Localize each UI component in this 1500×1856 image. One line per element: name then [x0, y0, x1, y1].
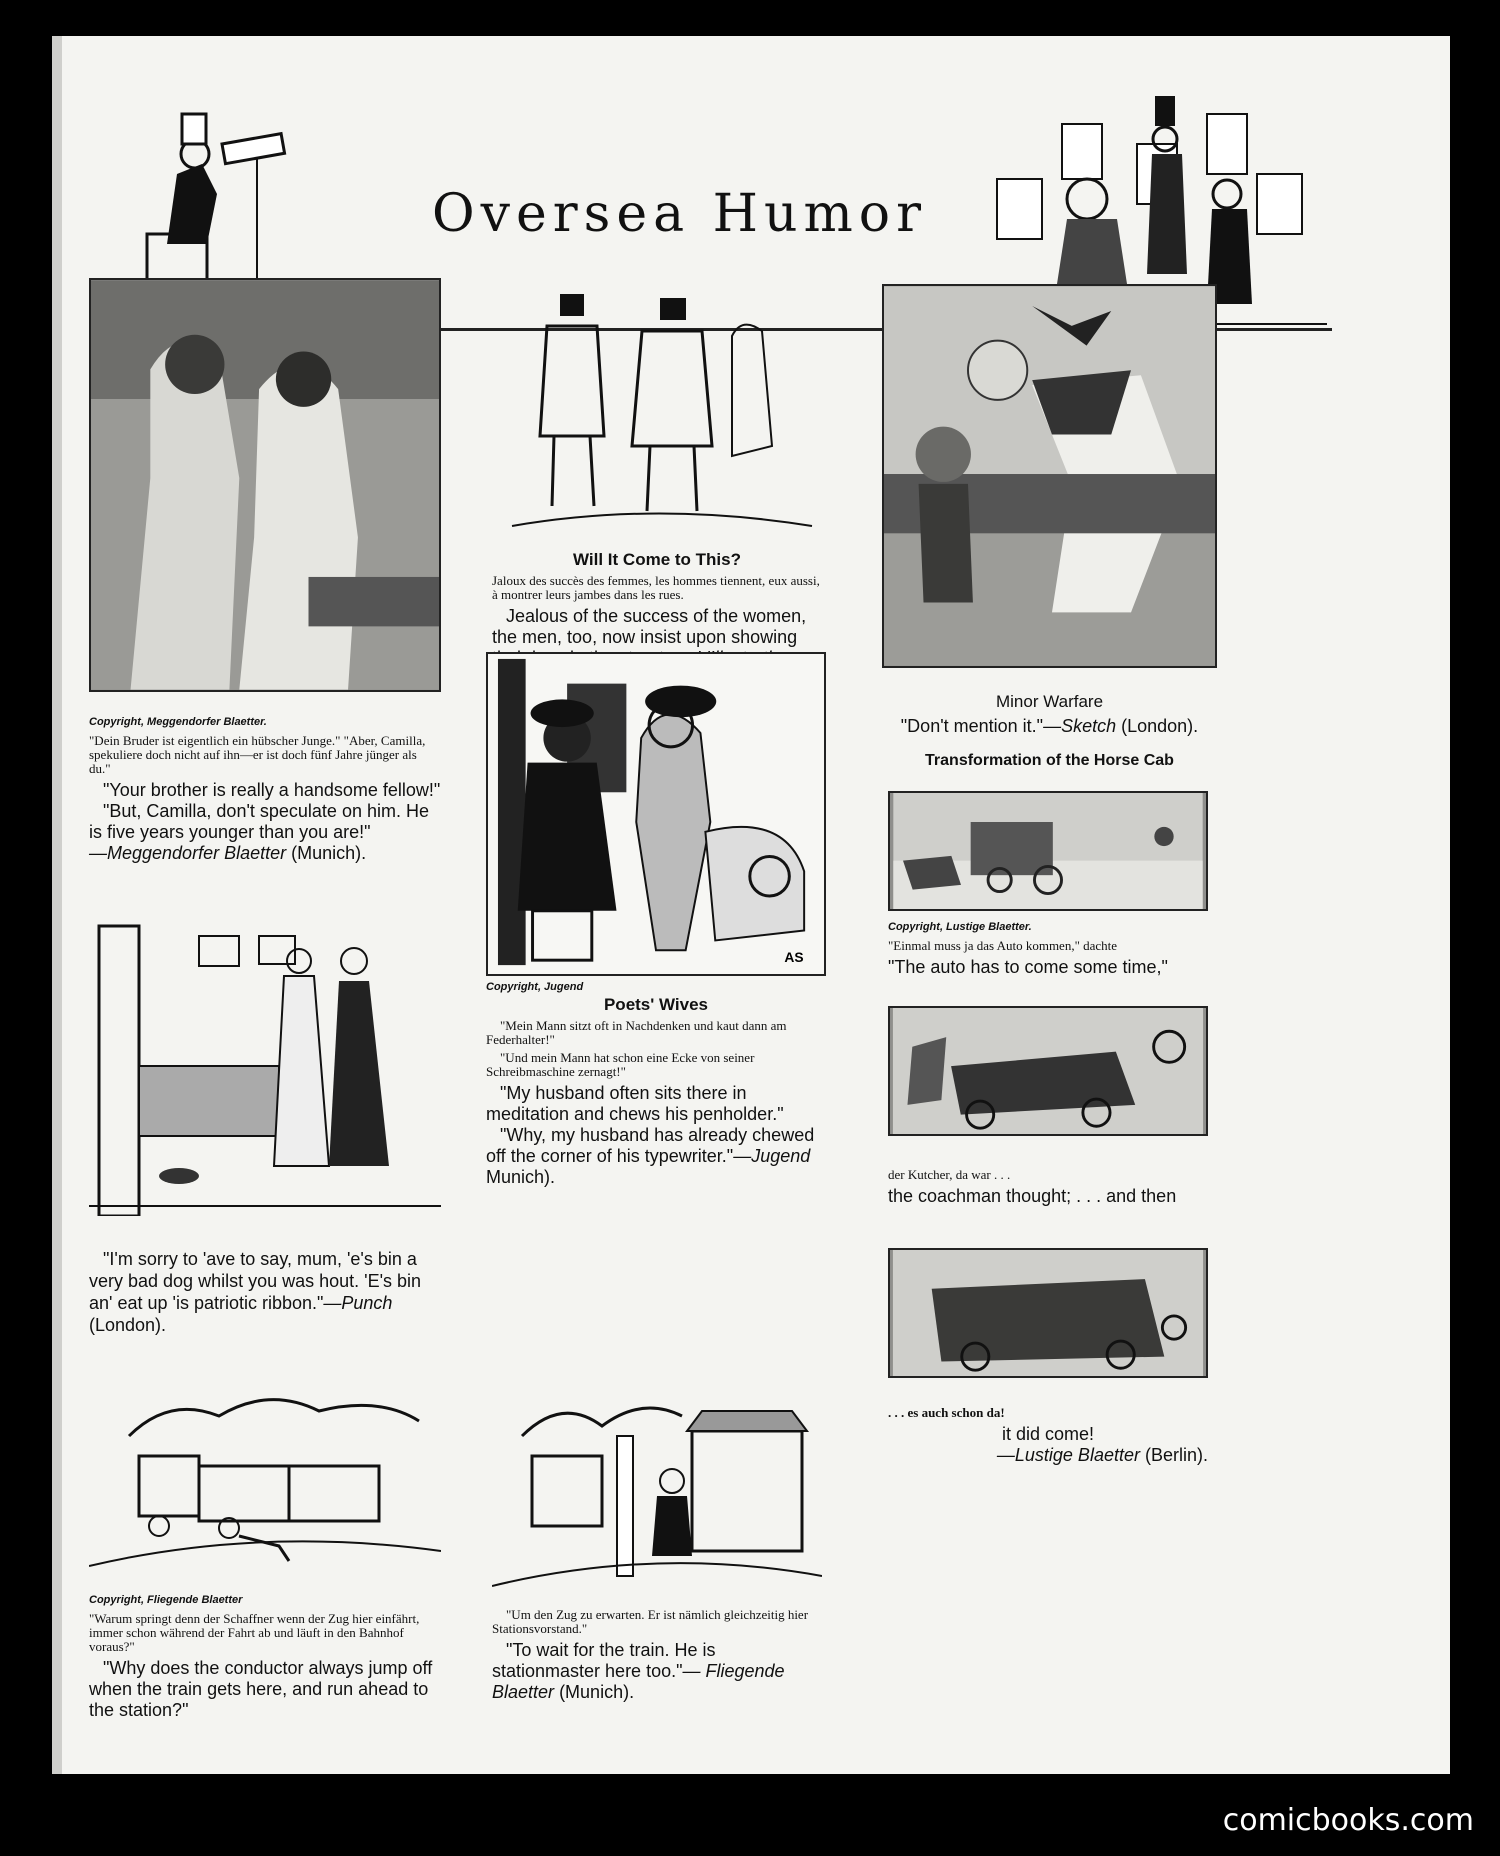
german-caption: der Kutcher, da war . . .: [888, 1167, 1011, 1182]
caption-jugend: [486, 981, 826, 1188]
english-caption: Jealous of the success of the women, the men, too, now insist upon showing: [492, 606, 807, 647]
german-caption: . . . es auch schon da!: [888, 1405, 1005, 1420]
cartoon-title: Poets' Wives: [603, 995, 709, 1014]
english-caption-line1: "My husband often sits there in meditation and chews his penholder.": [486, 1083, 784, 1124]
men-showing-legs-drawing: [492, 286, 822, 544]
series-title: Transformation of the Horse Cab: [925, 752, 1174, 769]
series-title-block: [882, 752, 1217, 774]
cartoon-title: Will It Come to This?: [573, 550, 741, 569]
german-caption: "Um den Zug zu erwarten. Er ist nämlich gleichzeitig hier Stationsvorstand.": [492, 1607, 809, 1636]
english-caption: "Don't mention it."—Sketch (London).: [900, 716, 1199, 736]
caption-fliegende-2: [492, 1608, 822, 1703]
caption-sketch: [882, 692, 1217, 737]
watermark: comicbooks.com: [1222, 1803, 1474, 1838]
german-caption-line1: "Mein Mann sitzt oft in Nachdenken und kaut dann am Federhalter!": [486, 1018, 787, 1047]
german-caption: "Einmal muss ja das Auto kommen," dachte: [888, 938, 1118, 953]
series-caption-2: [888, 1168, 1208, 1207]
train-conductor-drawing: [89, 1376, 441, 1576]
halftone-two-women-illustration: [89, 278, 441, 692]
caption-punch: [89, 1248, 441, 1336]
artist-signature: AS: [784, 949, 804, 966]
horse-cab-panel-3: [888, 1248, 1208, 1378]
horse-cab-panel-1: [888, 791, 1208, 911]
german-caption-line2: "Und mein Mann hat schon eine Ecke von seiner Schreibmaschine zernagt!": [486, 1050, 755, 1079]
page-title: Oversea Humor: [432, 184, 927, 244]
caption-meggendorfer: [89, 716, 441, 864]
maid-and-woman-room-drawing: [89, 916, 441, 1216]
english-caption: "The auto has to come some time,": [888, 957, 1168, 977]
series-caption-3: [888, 1406, 1208, 1466]
german-caption: "Warum springt denn der Schaffner wenn der Zug hier einfährt, immer schon während der Fahrt ab und läuft in den Bahnhof voraus?": [89, 1611, 420, 1654]
station-master-drawing: [492, 1376, 822, 1596]
credit-line: Copyright, Fliegende Blaetter: [89, 1594, 243, 1606]
horse-cab-panel-2: [888, 1006, 1208, 1136]
english-caption: "I'm sorry to 'ave to say, mum, 'e's bin a very bad dog whilst you was hout. 'E's bin an' eat up 'is patriotic ribbon."—Punch (London).: [89, 1249, 422, 1335]
series-caption-1: [888, 921, 1208, 978]
english-caption: the coachman thought; . . . and then: [888, 1186, 1177, 1206]
minor-warfare-halftone: [882, 284, 1217, 668]
english-caption-line2: "Why, my husband has already chewed off the corner of his typewriter."—Jugend Munich).: [486, 1125, 815, 1187]
page-spine-shadow: [52, 36, 62, 1774]
english-caption-line1: "Your brother is really a handsome fellow!": [103, 780, 441, 800]
english-caption: it did come!: [1001, 1424, 1095, 1444]
source-line: —Lustige Blaetter (Berlin).: [996, 1445, 1208, 1465]
english-caption-line2: "But, Camilla, don't speculate on him. He is five years younger than you are!": [89, 801, 429, 842]
credit-line: Copyright, Meggendorfer Blaetter.: [89, 716, 267, 728]
english-caption: "To wait for the train. He is stationmaster here too."— Fliegende Blaetter (Munich).: [492, 1640, 785, 1702]
source-line: —Meggendorfer Blaetter (Munich).: [89, 843, 367, 863]
credit-line: Copyright, Jugend: [486, 981, 584, 993]
magazine-page: [52, 36, 1450, 1774]
poets-wives-illustration: [486, 652, 826, 976]
credit-line: Copyright, Lustige Blaetter.: [888, 921, 1032, 933]
cartoon-title: Minor Warfare: [995, 692, 1104, 711]
caption-fliegende-1: [89, 1594, 441, 1721]
english-caption: "Why does the conductor always jump off when the train gets here, and run ahead to the station?": [89, 1658, 433, 1720]
french-caption: Jaloux des succès des femmes, les hommes tiennent, eux aussi, à montrer leurs jambes dans les rues.: [492, 573, 820, 602]
german-caption: "Dein Bruder ist eigentlich ein hübscher Junge." "Aber, Camilla, spekuliere doch nicht auf ihn—er ist doch fünf Jahre jünger als du.": [89, 733, 426, 776]
